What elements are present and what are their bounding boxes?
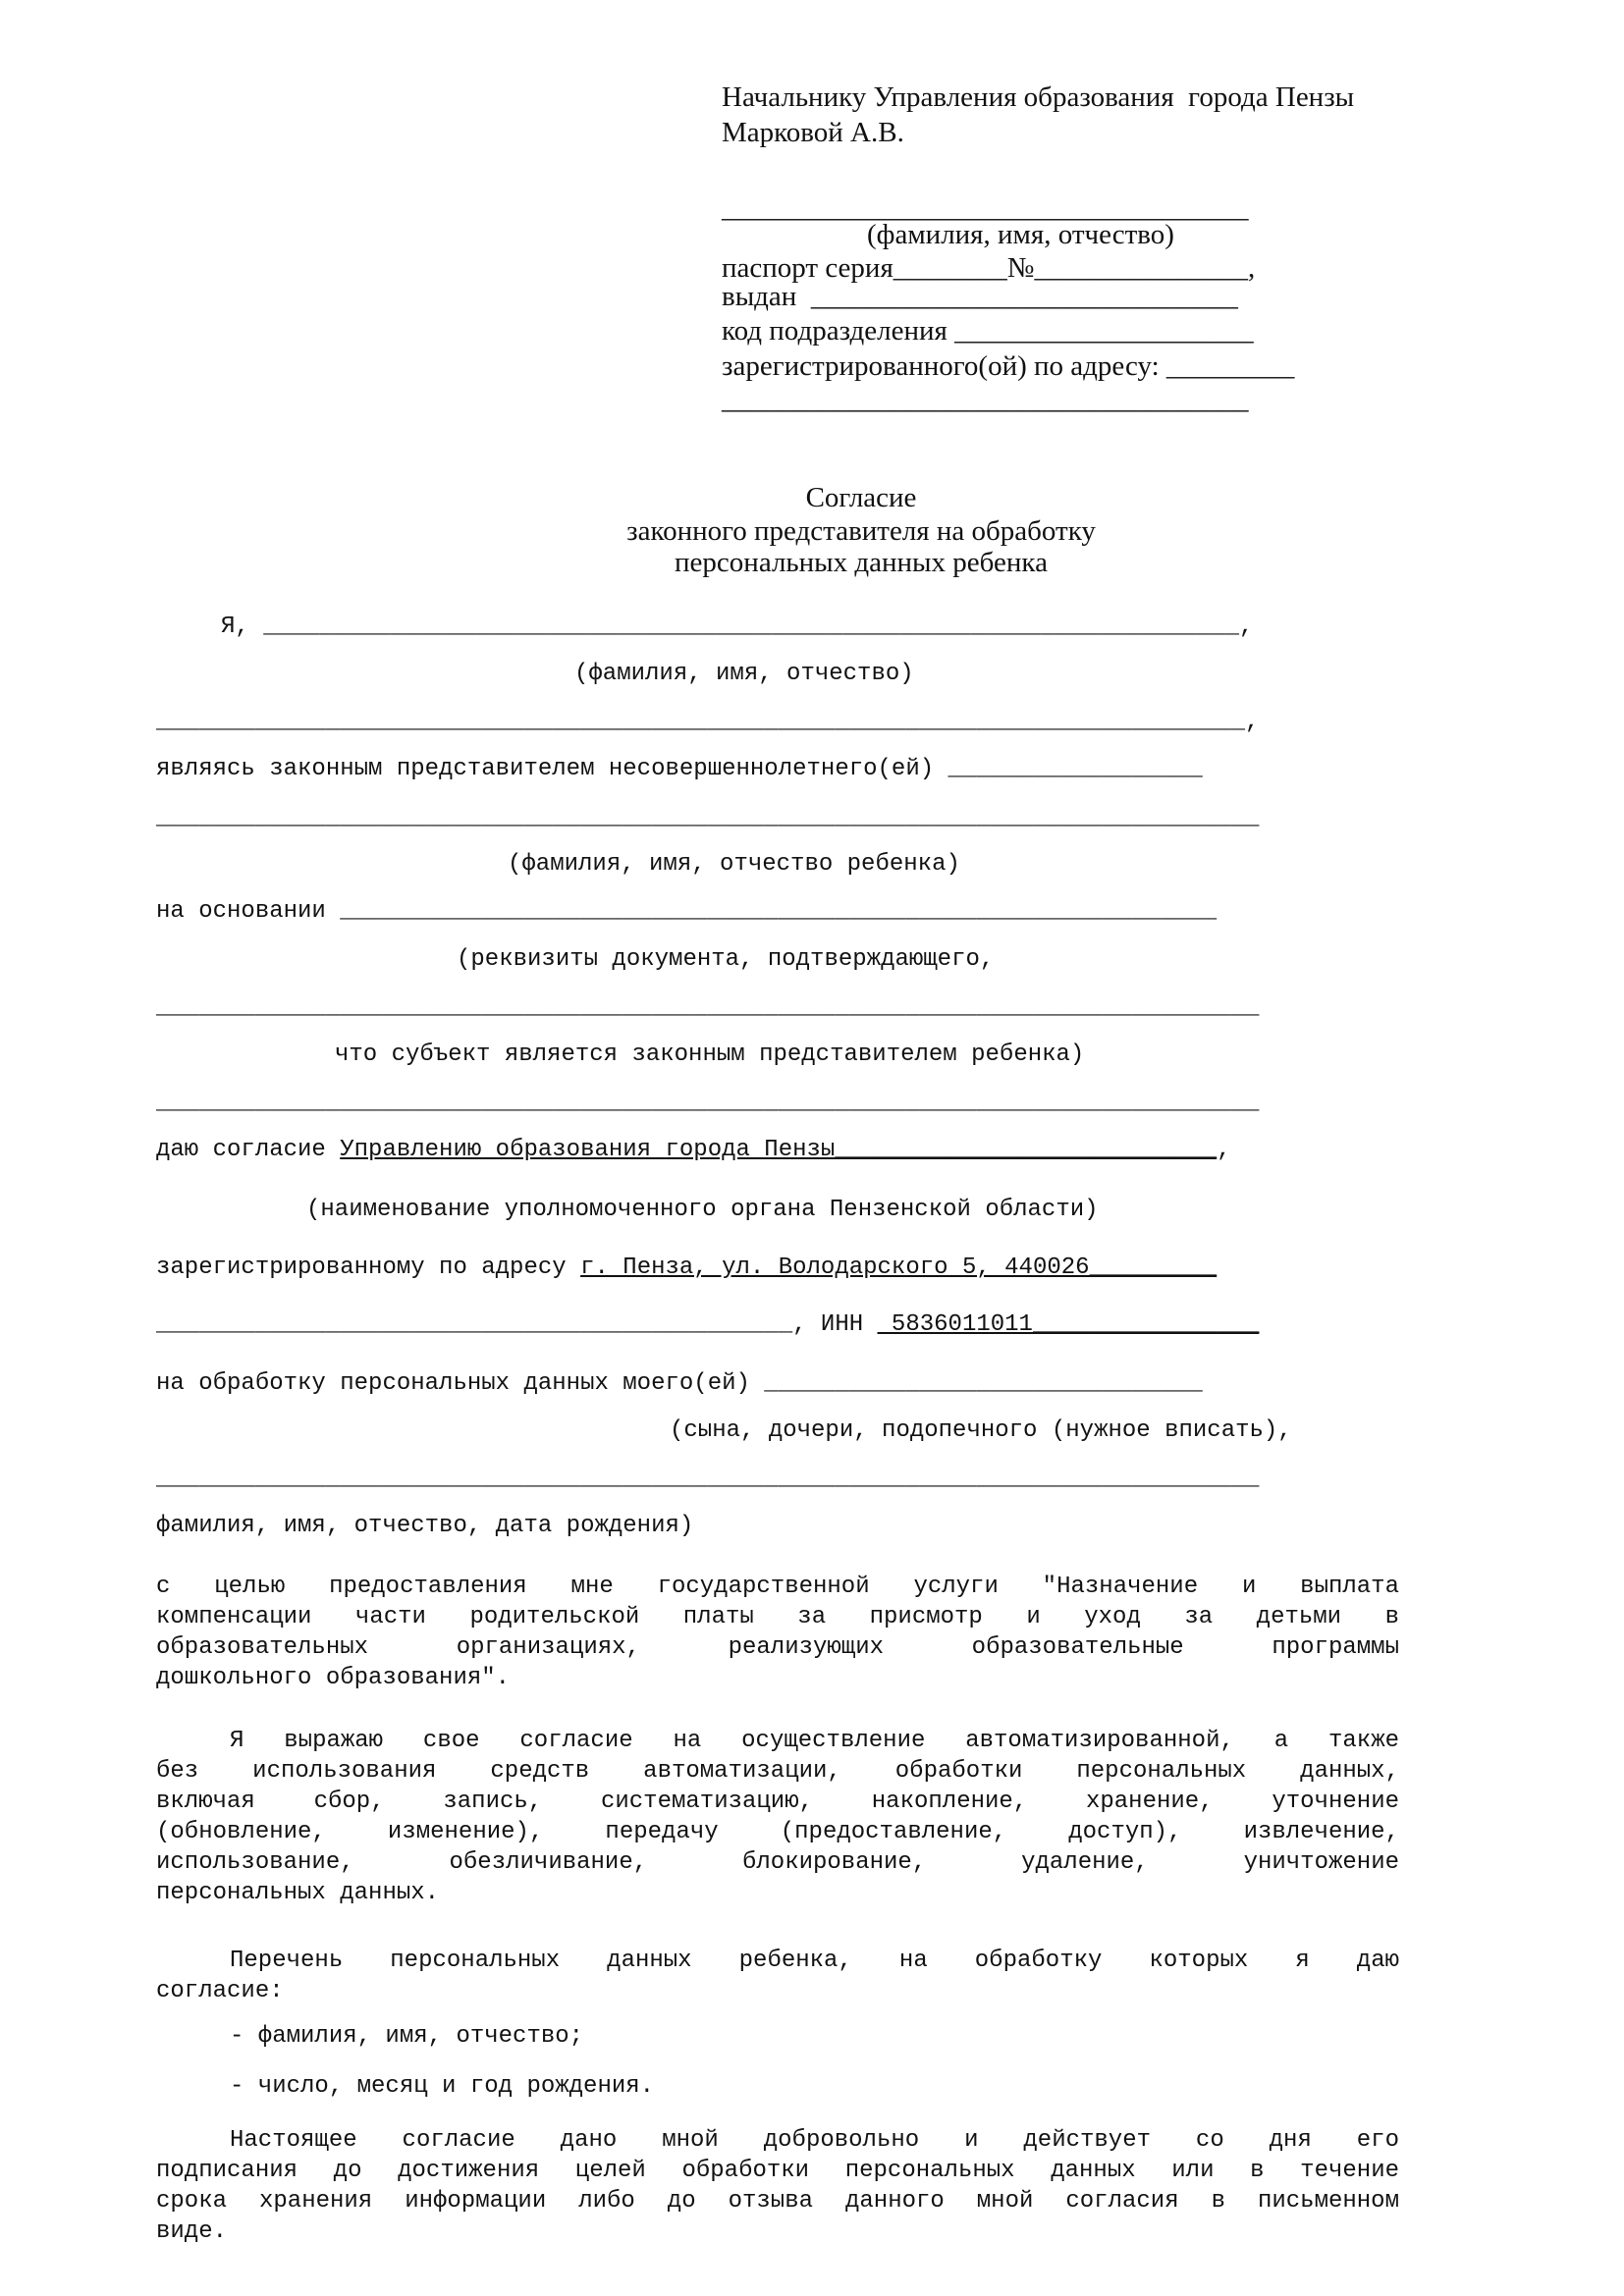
consent-org-line[interactable]: даю согласие Управлению образования города Пензы___________________________, — [156, 1137, 1231, 1163]
address-prefix: зарегистрированному по адресу — [156, 1255, 581, 1281]
basis-field[interactable]: на основании ______________________________________________________________ — [156, 898, 1218, 925]
doc-title-line-3: персональных данных ребенка — [675, 547, 1048, 578]
doc-hint-2: что субъект является законным представителем ребенка) — [335, 1041, 1085, 1068]
fio-hint: (фамилия, имя, отчество) — [574, 661, 914, 687]
doc-details-field[interactable]: ______________________________________________________________________________ — [156, 994, 1260, 1021]
child-data-hint: фамилия, имя, отчество, дата рождения) — [156, 1513, 694, 1539]
passport-field[interactable]: паспорт серия________№_______________, — [722, 252, 1256, 284]
name-blank[interactable]: _____________________________________ — [722, 192, 1249, 224]
org-address-value[interactable]: г. Пенза, ул. Володарского 5, 440026_________ — [580, 1255, 1218, 1281]
child-name-field[interactable]: ______________________________________________________________________________ — [156, 805, 1260, 831]
data-list-intro: Перечень персональных данных ребенка, на обработку которых я даю согласие: — [156, 1948, 1399, 2004]
registered-address-field[interactable]: зарегистрированного(ой) по адресу: _________ — [722, 350, 1295, 382]
purpose-paragraph: с целью предоставления мне государственной услуги "Назначение и выплата компенсации части родительской платы за присмотр и уход за детьми в образовательных организациях, реализующих образовательные программы дошкольного образования". — [156, 1574, 1399, 1691]
address-blank[interactable]: _____________________________________ — [722, 384, 1249, 415]
applicant-name-field[interactable]: Я, _____________________________________________________________________, — [221, 614, 1254, 640]
consent-prefix: даю согласие — [156, 1137, 341, 1163]
list-item-birthdate: - число, месяц и год рождения. — [230, 2073, 655, 2100]
inn-value[interactable]: 5836011011________________ — [877, 1311, 1260, 1338]
child-data-field[interactable]: ______________________________________________________________________________ — [156, 1466, 1260, 1492]
issued-field[interactable]: выдан ______________________________ — [722, 281, 1238, 312]
org-address-line[interactable] — [156, 1255, 1217, 1281]
consent-org-value[interactable]: Управлению образования города Пензы___________________________ — [340, 1137, 1218, 1163]
name-hint: (фамилия, имя, отчество) — [867, 219, 1174, 250]
addressee-line-1: Начальнику Управления образования города Пензы — [722, 81, 1355, 113]
applicant-name-continued[interactable]: _____________________________________________________________________________, — [156, 709, 1260, 735]
doc-hint-1: (реквизиты документа, подтверждающего, — [457, 946, 995, 973]
org-hint: (наименование уполномоченного органа Пензенской области) — [306, 1197, 1099, 1223]
consent-paragraph: Я выражаю свое согласие на осуществление автоматизированной, а также без использования средств автоматизации, обработки персональных данных, включая сбор, запись, систематизацию, накопление, хранение, уточнение (обновление, изменение), передачу (предоставление, доступ), извлечение, использование, обезличивание, блокирование, удаление, уничтожение персональных данных. — [156, 1728, 1399, 1906]
doc-title-line-1: Согласие — [805, 482, 917, 513]
processing-line[interactable]: на обработку персональных данных моего(ей) _______________________________ — [156, 1370, 1203, 1397]
inn-line[interactable] — [156, 1311, 1259, 1338]
dept-code-field[interactable]: код подразделения _____________________ — [722, 315, 1254, 347]
inn-prefix: _____________________________________________, ИНН — [156, 1311, 878, 1338]
validity-paragraph: Настоящее согласие дано мной добровольно и действует со дня его подписания до достижения целей обработки персональных данных или в течение срока хранения информации либо до отзыва данного мной согласия в письменном виде. — [156, 2127, 1399, 2245]
relation-hint: (сына, дочери, подопечного (нужное вписать), — [670, 1417, 1292, 1444]
doc-title-line-2: законного представителя на обработку — [626, 515, 1096, 547]
list-item-fio: - фамилия, имя, отчество; — [230, 2023, 584, 2050]
child-fio-hint: (фамилия, имя, отчество ребенка) — [508, 851, 960, 878]
doc-details-field-2[interactable]: ______________________________________________________________________________ — [156, 1090, 1260, 1116]
representative-line[interactable]: являясь законным представителем несовершеннолетнего(ей) __________________ — [156, 756, 1203, 782]
addressee-line-2: Марковой А.В. — [722, 117, 904, 148]
